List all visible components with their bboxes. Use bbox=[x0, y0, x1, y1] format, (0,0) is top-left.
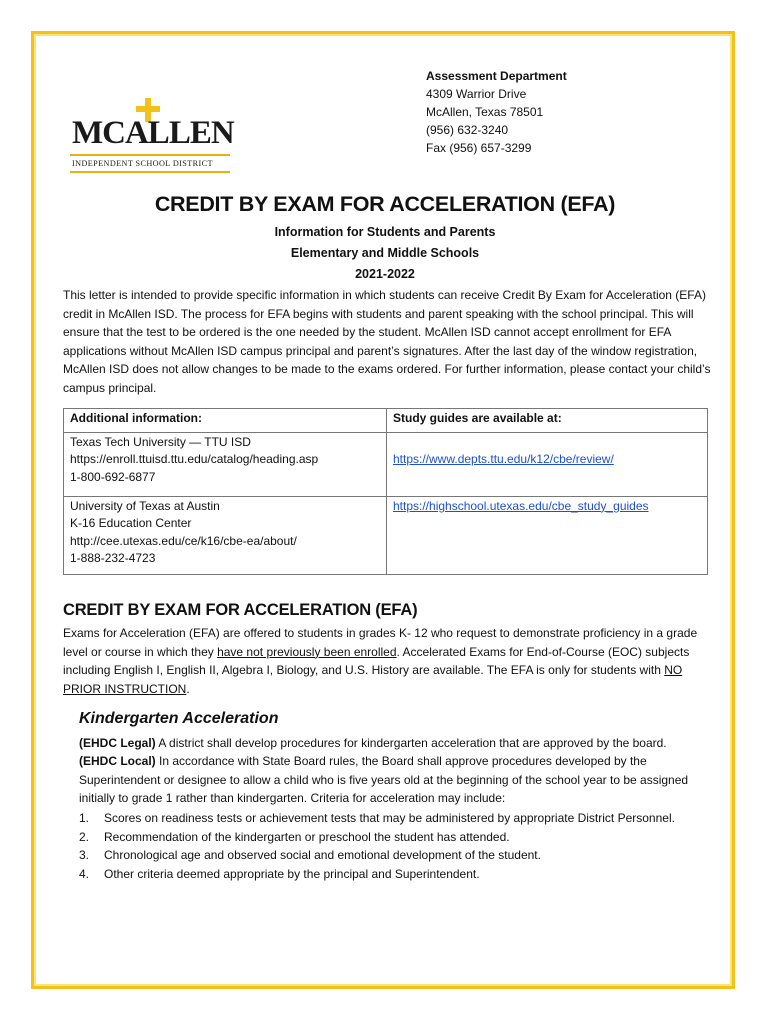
ttu-name: Texas Tech University — TTU ISD bbox=[70, 434, 251, 449]
intro-paragraph: This letter is intended to provide specific information in which students can receive Credit By Exam for Acceleration (EFA) credit in McAllen ISD. The process for EFA begins with students and parent speaking with the school principal. This will ensure that the test to be ordered is the one needed by the student. McAllen ISD cannot accept enrollment for EFA applications without McAllen ISD campus principal and parent’s signatures. After the last day of the window registration, McAllen ISD does not allow changes to be made to the exams ordered. For further information, please contact your child’s campus principal. bbox=[63, 288, 711, 395]
address-block bbox=[426, 67, 567, 157]
kindergarten-title: Kindergarten Acceleration bbox=[79, 710, 279, 727]
list-item: 2. Recommendation of the kindergarten or preschool the student has attended. bbox=[79, 829, 510, 844]
table-header-left: Additional information: bbox=[64, 409, 387, 433]
table-row bbox=[64, 432, 708, 496]
page-title: CREDIT BY EXAM FOR ACCELERATION (EFA) bbox=[154, 192, 616, 216]
subtitle-audience: Information for Students and Parents bbox=[274, 225, 496, 239]
ut-phone: 1-888-232-4723 bbox=[70, 551, 156, 566]
street: 4309 Warrior Drive bbox=[426, 87, 527, 101]
subtitle-year: 2021-2022 bbox=[355, 267, 415, 281]
section-paragraph: Exams for Acceleration (EFA) are offered to students in grades K- 12 who request to demonstrate proficiency in a grade level or course in which they have not previously been enrolled. Accelerated Exams for End-of-Course (EOC) subjects including English I, English II, Algebra I, Biology, and U.S. History are available. The EFA is only for students with NO PRIOR INSTRUCTION. bbox=[63, 626, 698, 696]
ehdc-legal-paragraph: (EHDC Legal) A district shall develop procedures for kindergarten acceleration that are approved by the board. bbox=[79, 736, 667, 750]
criteria-list bbox=[79, 809, 709, 883]
ut-center: K-16 Education Center bbox=[70, 516, 192, 531]
ehdc-local-paragraph: (EHDC Local) In accordance with State Board rules, the Board shall approve procedures developed by the Superintendent or designee to allow a child who is five years old at the beginning of the school year to be assigned initially to grade 1 rather than kindergarten. Criteria for acceleration may include: bbox=[79, 754, 689, 806]
ut-name: University of Texas at Austin bbox=[70, 498, 220, 513]
section-title: CREDIT BY EXAM FOR ACCELERATION (EFA) bbox=[63, 601, 418, 619]
phone: (956) 632-3240 bbox=[426, 123, 509, 137]
subtitle-schools: Elementary and Middle Schools bbox=[290, 246, 480, 260]
city: McAllen, Texas 78501 bbox=[426, 105, 544, 119]
ut-url: http://cee.utexas.edu/ce/k16/cbe-ea/about/ bbox=[70, 533, 297, 548]
list-item: 4. Other criteria deemed appropriate by the principal and Superintendent. bbox=[79, 866, 480, 881]
ut-study-guide-link[interactable]: https://highschool.utexas.edu/cbe_study_guides bbox=[393, 498, 649, 513]
logo-wordmark: MCALLEN bbox=[72, 115, 234, 151]
list-item: 3. Chronological age and observed social and emotional development of the student. bbox=[79, 848, 541, 863]
list-item: 1. Scores on readiness tests or achievement tests that may be administered by appropriate District Personnel. bbox=[79, 811, 675, 825]
table-header-right: Study guides are available at: bbox=[387, 409, 708, 433]
department-name: Assessment Department bbox=[426, 69, 567, 83]
resources-table bbox=[63, 408, 708, 575]
ttu-study-guide-link[interactable]: https://www.depts.ttu.edu/k12/cbe/review/ bbox=[393, 452, 614, 467]
district-logo bbox=[68, 98, 233, 176]
logo-subtitle: INDEPENDENT SCHOOL DISTRICT bbox=[72, 159, 213, 168]
fax: Fax (956) 657-3299 bbox=[426, 141, 532, 155]
ttu-url: https://enroll.ttuisd.ttu.edu/catalog/heading.asp bbox=[70, 452, 319, 467]
ttu-phone: 1-800-692-6877 bbox=[70, 469, 156, 484]
table-row bbox=[64, 496, 708, 574]
